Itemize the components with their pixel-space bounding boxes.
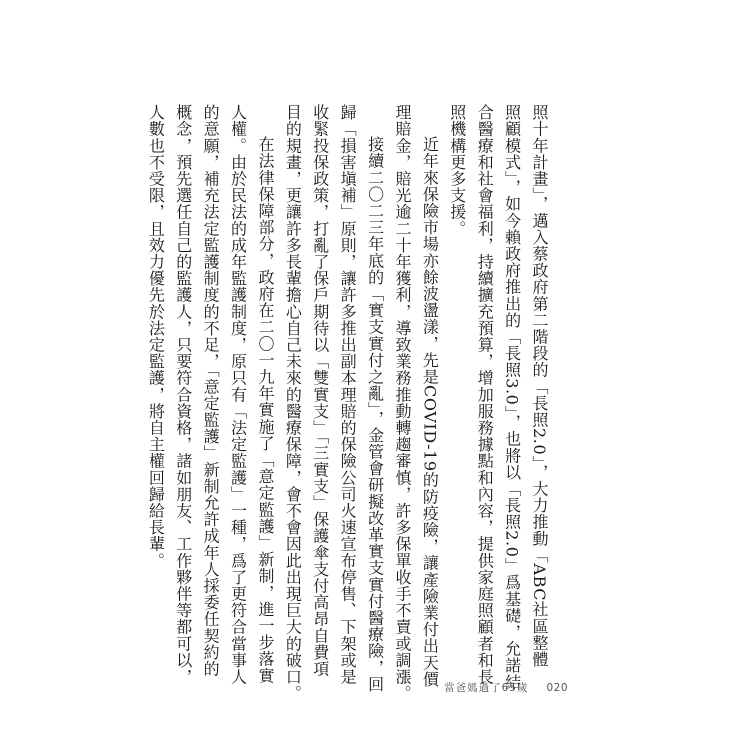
text-line: 的意願，補充法定監護制度的不足，「意定監護」新制允許成年人採委任契約的 (201, 104, 221, 677)
text-line: 近年來保險市場亦餘波盪漾，先是COVID-19的防疫險，讓產險業付出天價 (420, 136, 440, 688)
text-line: 概念，預先選任自己的監護人，只要符合資格，諸如朋友、工作夥伴等都可以， (173, 104, 193, 685)
text-line: 照機構更多支援。 (447, 104, 467, 237)
text-line: 合醫療和社會福利，持續擴充預算，增加服務據點和內容，提供家庭照顧者和長 (475, 104, 495, 685)
page-number: 020 (546, 681, 568, 694)
book-title: 當爸媽過了65歲 (444, 682, 529, 694)
text-line: 接續二〇二三年底的「實支實付之亂」，金管會研擬改革實支實付醫療險，回 (365, 136, 385, 693)
text-line: 目的規畫，更讓許多長輩擔心自己未來的醫療保障，會不會因此出現巨大的破口。 (283, 104, 303, 702)
page-footer (444, 680, 568, 695)
text-line: 照顧模式」，如今賴政府推出的「長照3.0」，也將以「長照2.0」爲基礎，允諾結 (502, 104, 522, 691)
text-line: 人權。由於民法的成年監護制度，原只有「法定監護」一種，爲了更符合當事人 (228, 104, 248, 685)
text-line: 理賠金，賠光逾二十年獲利，導致業務推動轉趨審慎，許多保單收手不賣或調漲。 (392, 104, 412, 702)
text-line: 收緊投保政策，打亂了保戶期待以「雙實支」「三實支」保護傘支付高昂自費項 (310, 104, 330, 677)
text-line: 照十年計畫」，邁入蔡政府第二階段的「長照2.0」，大力推動「ABC社區整體 (530, 104, 549, 668)
text-line: 在法律保障部分，政府在二〇一九年實施了「意定監護」新制，進一步落實 (255, 136, 275, 684)
text-line: 歸「損害塡補」原則，讓許多推出副本理賠的保險公司火速宣布停售、下架或是 (338, 104, 358, 685)
text-line: 人數也不受限，且效力優先於法定監護，將自主權回歸給長輩。 (146, 104, 166, 569)
